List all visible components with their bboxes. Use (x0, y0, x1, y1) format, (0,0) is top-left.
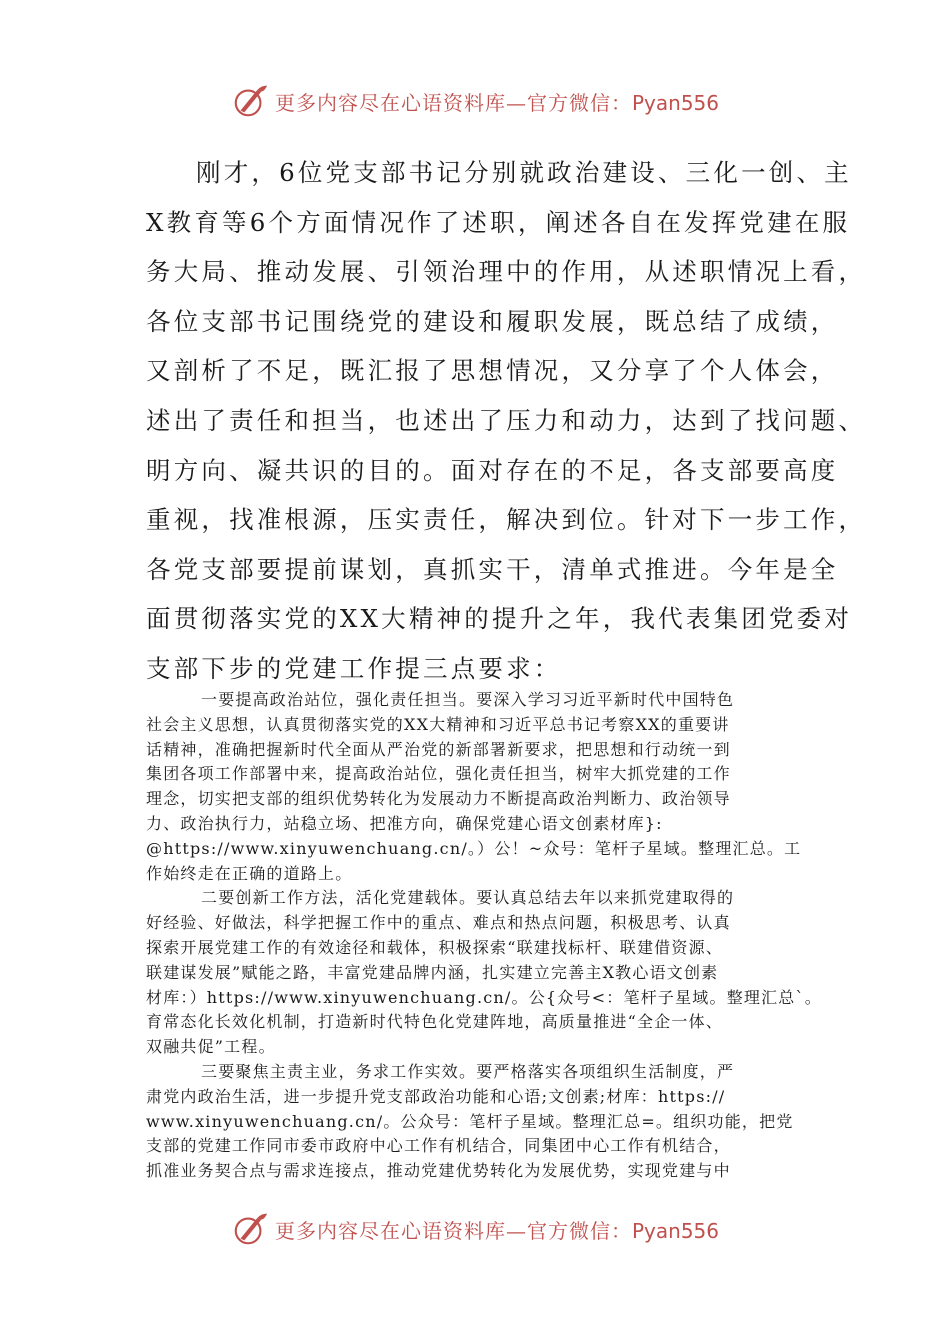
banner-text (275, 87, 719, 116)
footer-banner (0, 1210, 950, 1248)
body-line: 一要提高政治站位，强化责任担当。要深入学习习近平新时代中国特色 (201, 690, 735, 709)
intro-line: 又剖析了不足，既汇报了思想情况，又分享了个人体会， (146, 356, 839, 386)
intro-line: 述出了责任和担当，也述出了压力和动力，达到了找问题、 (146, 405, 867, 435)
body-line: 双融共促”工程。 (146, 1037, 276, 1057)
body-line: www.xinyuwenchuang.cn/。公众号：笔杆子星域。整理汇总=。组织功能，把党 (146, 1111, 794, 1131)
paragraph-requirement-1 (146, 688, 806, 886)
body-line: 探索开展党建工作的有效途径和载体，积极探索“联建找标杆、联建借资源、 (146, 937, 723, 957)
paragraph-requirement-2 (146, 886, 822, 1060)
body-line: 话精神，准确把握新时代全面从严治党的新部署新要求，把思想和行动统一到 (146, 739, 731, 759)
banner-text-cn: 更多内容尽在心语资料库—官方微信： (274, 90, 632, 115)
intro-line: 各位支部书记围绕党的建设和履职发展，既总结了成绩， (146, 306, 839, 336)
intro-line: 重视，找准根源，压实责任，解决到位。针对下一步工作， (146, 505, 867, 535)
body-line: 作始终走在正确的道路上。 (146, 863, 353, 883)
body-line: 社会主义思想，认真贯彻落实党的XX大精神和习近平总书记考察XX的重要讲 (146, 714, 730, 734)
body-line: 集团各项工作部署中来，提高政治站位，强化责任担当，树牢大抓党建的工作 (146, 764, 731, 784)
quill-logo-icon (231, 82, 269, 120)
intro-line: 各党支部要提前谋划，真抓实干，清单式推进。今年是全 (146, 554, 839, 584)
intro-paragraph (146, 148, 867, 694)
body-line: 育常态化长效化机制，打造新时代特色化党建阵地，高质量推进“全企一体、 (146, 1012, 723, 1032)
intro-line: 刚才，6位党支部书记分别就政治建设、三化一创、主 (196, 158, 852, 187)
intro-line: X教育等6个方面情况作了述职，阐述各自在发挥党建在服 (146, 207, 851, 237)
body-line: 好经验、好做法，科学把握工作中的重点、难点和热点问题，积极思考、认真 (146, 913, 731, 933)
body-line: 肃党内政治生活，进一步提升党支部政治功能和心语;文创素;材库：https:// (146, 1086, 726, 1106)
body-line: 力、政治执行力，站稳立场、把准方向，确保党建心语文创素材库}: (146, 813, 663, 833)
quill-logo-icon (231, 1210, 269, 1248)
banner-wechat-id: Pyan556 (631, 90, 719, 115)
intro-line: 支部下步的党建工作提三点要求： (146, 653, 562, 683)
header-banner (0, 82, 950, 120)
intro-line: 明方向、凝共识的目的。面对存在的不足，各支部要高度 (146, 455, 839, 485)
body-line: 二要创新工作方法，活化党建载体。要认真总结去年以来抓党建取得的 (201, 888, 735, 908)
paragraph-requirement-3 (146, 1060, 806, 1184)
banner-text-cn: 更多内容尽在心语资料库—官方微信： (274, 1218, 632, 1243)
intro-line: 面贯彻落实党的XX大精神的提升之年，我代表集团党委对 (146, 604, 853, 634)
body-line: 理念，切实把支部的组织优势转化为发展动力不断提高政治判断力、政治领导 (146, 789, 731, 809)
body-paragraphs (146, 688, 822, 1184)
body-line: 材库：）https://www.xinyuwenchuang.cn/。公{众号<：笔杆子星域。整理汇总`。 (146, 987, 822, 1007)
body-line: 联建谋发展”赋能之路，丰富党建品牌内涵，扎实建立完善主X教心语文创素 (146, 962, 719, 982)
body-line: 支部的党建工作同市委市政府中心工作有机结合，同集团中心工作有机结合， (146, 1136, 731, 1156)
banner-wechat-id: Pyan556 (631, 1218, 719, 1243)
body-line: 三要聚焦主责主业，务求工作实效。要严格落实各项组织生活制度，严 (201, 1061, 735, 1081)
body-line: 抓准业务契合点与需求连接点，推动党建优势转化为发展优势，实现党建与中 (146, 1161, 731, 1181)
body-line: @https://www.xinyuwenchuang.cn/。）公！~众号：笔杆子星域。整理汇总。工 (146, 838, 802, 858)
banner-text (275, 1215, 719, 1244)
intro-line: 务大局、推动发展、引领治理中的作用，从述职情况上看， (146, 257, 867, 287)
